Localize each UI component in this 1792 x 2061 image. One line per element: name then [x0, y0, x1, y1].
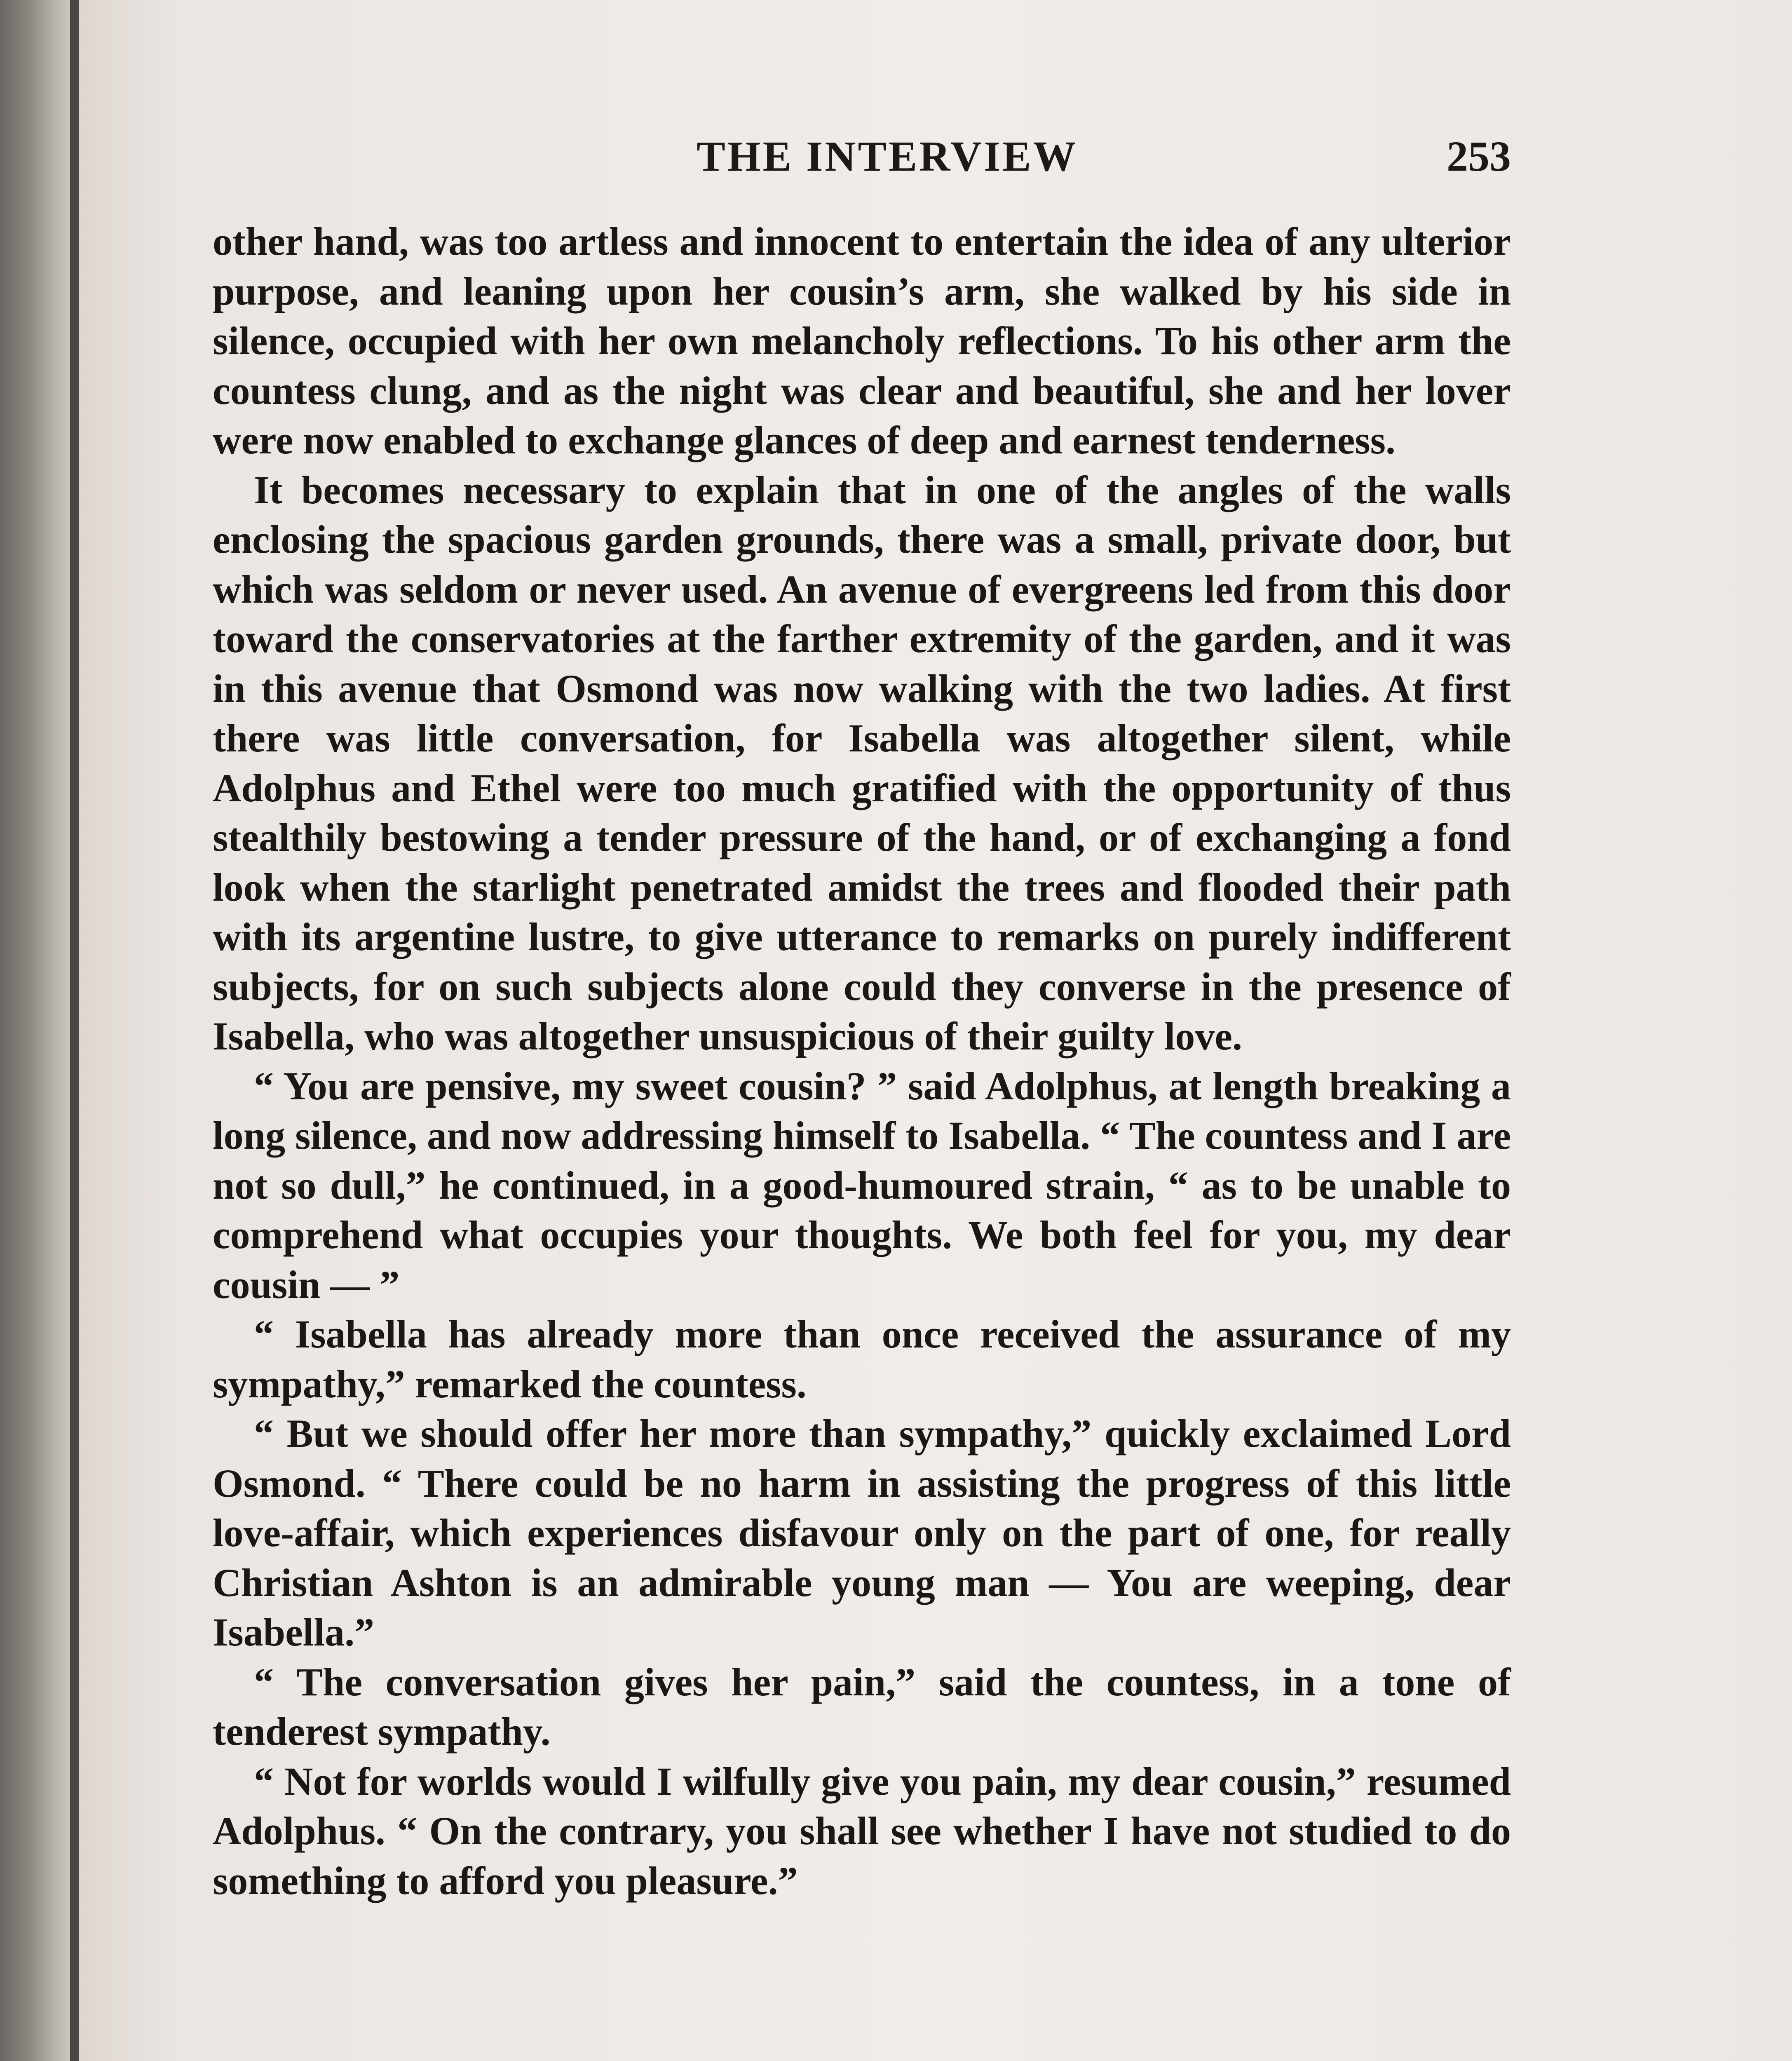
book-binding-edge [0, 0, 78, 2061]
paragraph: It becomes necessary to explain that in one of the angles of the walls enclosing the spacious garden grounds, there was a small, private door, but which was seldom or never used. An avenue of evergreens led from this door toward the conservatories at the farther extremity of the garden, and it was in this avenue that Osmond was now walking with the two ladies. At first there was little conversation, for Isabella was altogether silent, while Adolphus and Ethel were too much gratified with the opportunity of thus stealthily bestowing a tender pressure of the hand, or of exchanging a fond look when the starlight penetrated amidst the trees and flooded their path with its argentine lustre, to give utterance to remarks on purely indifferent subjects, for on such subjects alone could they converse in the presence of Isabella, who was altogether unsuspicious of their guilty love. [213, 467, 1511, 1058]
binding-shadow-line [70, 0, 79, 2061]
paragraph: “ You are pensive, my sweet cousin? ” said Adolphus, at length breaking a long silence, and now addressing himself to Isabella. “ The countess and I are not so dull,” he continued, in a good-humoured strain, “ as to be unable to comprehend what occupies your thoughts. We both feel for you, my dear cousin — ” [213, 1063, 1511, 1307]
running-title: THE INTERVIEW [697, 133, 1078, 180]
paragraph: “ The conversation gives her pain,” said the countess, in a tone of tenderest sympathy. [213, 1660, 1511, 1753]
page-header [214, 124, 1511, 185]
body-text [213, 217, 1511, 1906]
paragraph: “ Not for worlds would I wilfully give you pain, my dear cousin,” resumed Adolphus. “ On the contrary, you shall see whether I have not studied to do something to afford you pleasure.” [213, 1759, 1511, 1903]
paragraph-continuation: other hand, was too artless and innocent to entertain the idea of any ulterior purpose, and leaning upon her cousin’s arm, she walked by his side in silence, occupied with her own melancholy reflections. To his other arm the countess clung, and as the night was clear and beautiful, she and her lover were now enabled to exchange glances of deep and earnest tenderness. [213, 219, 1511, 462]
paragraph: “ But we should offer her more than sympathy,” quickly exclaimed Lord Osmond. “ There could be no harm in assisting the progress of this little love-affair, which experiences disfavour only on the part of one, for really Christian Ashton is an admirable young man — You are weeping, dear Isabella.” [213, 1411, 1511, 1654]
paragraph: “ Isabella has already more than once received the assurance of my sympathy,” remarked the countess. [213, 1312, 1511, 1406]
page-number: 253 [1447, 133, 1511, 180]
